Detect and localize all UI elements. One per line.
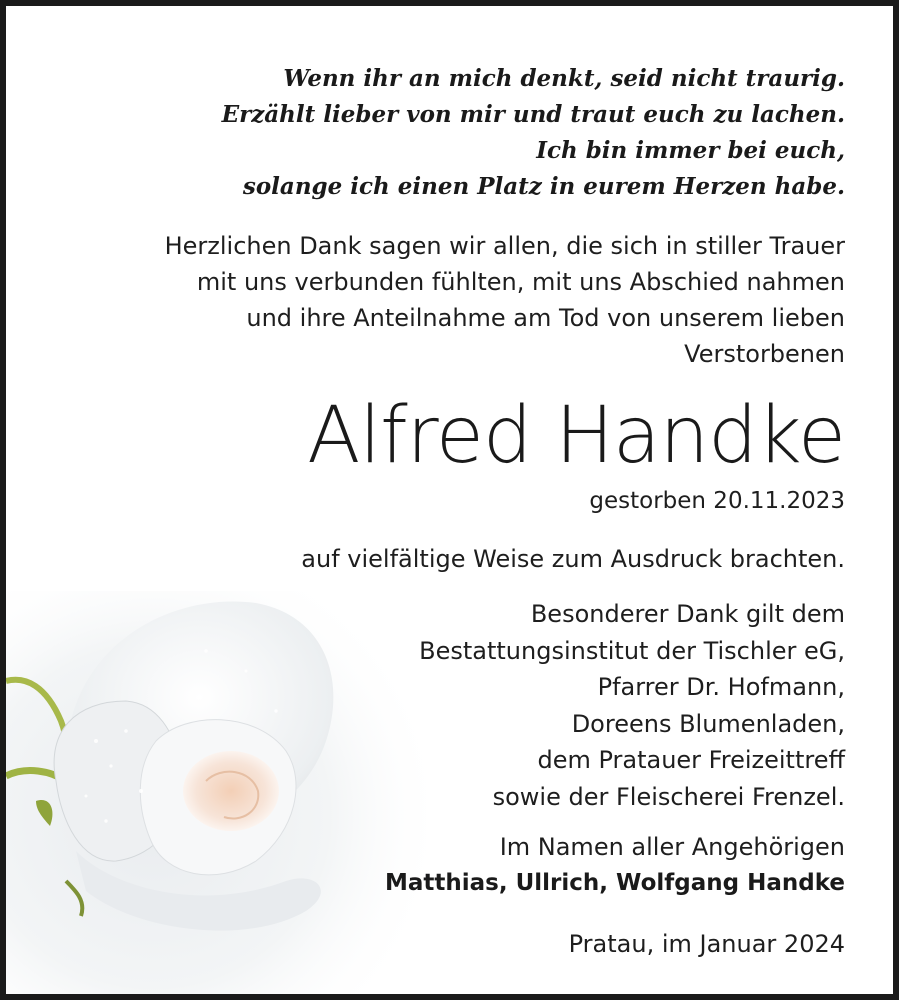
poem-line: solange ich einen Platz in eurem Herzen habe. <box>242 173 845 200</box>
thanks-paragraph <box>165 228 845 372</box>
special-thanks-line: Bestattungsinstitut der Tischler eG, <box>419 636 845 665</box>
special-thanks-line: Pfarrer Dr. Hofmann, <box>597 673 845 701</box>
thanks-line: Herzlichen Dank sagen wir allen, die sich in stiller Trauer <box>164 232 845 260</box>
thanks-line: und ihre Anteilnahme am Tod von unserem lieben <box>246 304 845 332</box>
poem-line: Ich bin immer bei euch, <box>536 137 845 164</box>
family-names: Matthias, Ullrich, Wolfgang Handke <box>385 870 845 896</box>
place-date: Pratau, im Januar 2024 <box>568 930 845 958</box>
thanks-line: mit uns verbunden fühlten, mit uns Abschied nahmen <box>196 268 845 296</box>
special-thanks <box>419 596 845 815</box>
thanks-line: Verstorbenen <box>684 340 845 368</box>
poem <box>222 61 845 205</box>
deceased-name: Alfred Handke <box>307 391 845 481</box>
signature-intro: Im Namen aller Angehörigen <box>499 833 845 861</box>
poem-line: Erzählt lieber von mir und traut euch zu lachen. <box>221 101 845 128</box>
death-date: gestorben 20.11.2023 <box>589 488 845 514</box>
closing-line: auf vielfältige Weise zum Ausdruck brachten. <box>301 545 845 573</box>
special-thanks-line: sowie der Fleischerei Frenzel. <box>492 782 845 811</box>
special-thanks-line: Doreens Blumenladen, <box>571 709 845 738</box>
special-thanks-line: dem Pratauer Freizeittreff <box>537 746 845 774</box>
poem-line: Wenn ihr an mich denkt, seid nicht traurig. <box>283 65 845 92</box>
white-rose-image <box>6 591 426 1000</box>
special-thanks-line: Besonderer Dank gilt dem <box>530 600 845 628</box>
